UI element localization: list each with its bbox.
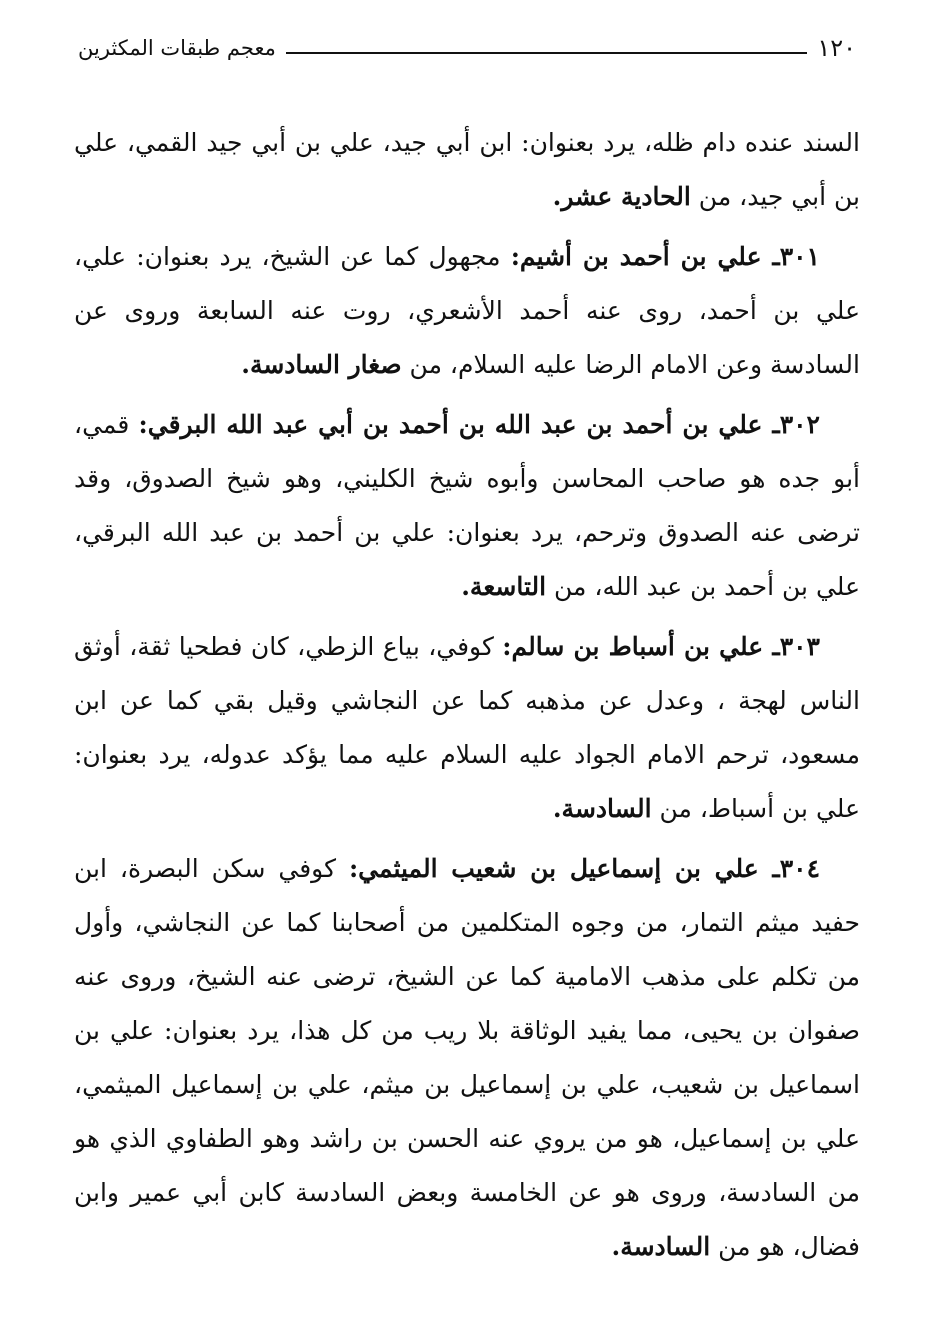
- entry-302: [74, 398, 860, 614]
- entry-text: كوفي، بياع الزطي، كان فطحيا ثقة، أوثق الناس لهجة ، وعدل عن مذهبه كما عن النجاشي وقيل بقي كما عن ابن مسعود، ترحم الامام الجواد عليه السلام عليه مما يؤكد عدوله، يرد بعنوان: علي بن أسباط، من: [74, 632, 860, 823]
- page-header: [78, 30, 856, 66]
- paragraph-continuation: [74, 116, 860, 224]
- entry-304: [74, 842, 860, 1274]
- generation-label: السادسة.: [611, 1232, 711, 1261]
- body-text: [74, 116, 860, 1280]
- entry-text: كوفي سكن البصرة، ابن حفيد ميثم التمار، من وجوه المتكلمين من أصحابنا كما عن النجاشي، وأول من تكلم على مذهب الامامية كما عن الشيخ، ترضى عنه الشيخ، وروى عنه صفوان بن يحيى، مما يفيد الوثاقة بلا ريب من كل هذا، يرد بعنوان: علي بن اسماعيل بن شعيب، علي بن إسماعيل بن ميثم، علي بن إسماعيل الميثمي، علي بن إسماعيل، هو من يروي عنه الحسن بن راشد وهو الطفاوي الذي هو من السادسة، وروى هو عن الخامسة وبعض السادسة كابن أبي عمير وابن فضال، هو من: [74, 854, 860, 1261]
- entry-heading: ٣٠٣ـ علي بن أسباط بن سالم:: [502, 632, 820, 661]
- generation-label: التاسعة.: [461, 572, 547, 601]
- generation-label: الحادية عشر.: [552, 182, 691, 211]
- page-number: ١٢٠: [817, 34, 856, 62]
- entry-heading: ٣٠٢ـ علي بن أحمد بن عبد الله بن أحمد بن أبي عبد الله البرقي:: [138, 410, 820, 439]
- header-rule: [286, 52, 807, 54]
- entry-303: [74, 620, 860, 836]
- entry-heading: ٣٠٤ـ علي بن إسماعيل بن شعيب الميثمي:: [348, 854, 821, 883]
- generation-label: صغار السادسة.: [241, 350, 402, 379]
- entry-text: مجهول كما عن الشيخ، يرد بعنوان: علي، علي بن أحمد، روى عنه أحمد الأشعري، روت عنه السابعة وروى عن السادسة وعن الامام الرضا عليه السلام، من: [74, 242, 860, 379]
- entry-text: قمي، أبو جده هو صاحب المحاسن وأبوه شيخ الكليني، وهو شيخ الصدوق، وقد ترضى عنه الصدوق وترحم، يرد بعنوان: علي بن أحمد بن عبد الله البرقي، علي بن أحمد بن عبد الله، من: [74, 410, 860, 601]
- entry-heading: ٣٠١ـ علي بن أحمد بن أشيم:: [510, 242, 820, 271]
- paragraph-text: السند عنده دام ظله، يرد بعنوان: ابن أبي جيد، علي بن أبي جيد القمي، علي بن أبي جيد، من: [74, 128, 860, 211]
- generation-label: السادسة.: [552, 794, 652, 823]
- entry-301: [74, 230, 860, 392]
- running-title: معجم طبقات المكثرين: [78, 36, 276, 60]
